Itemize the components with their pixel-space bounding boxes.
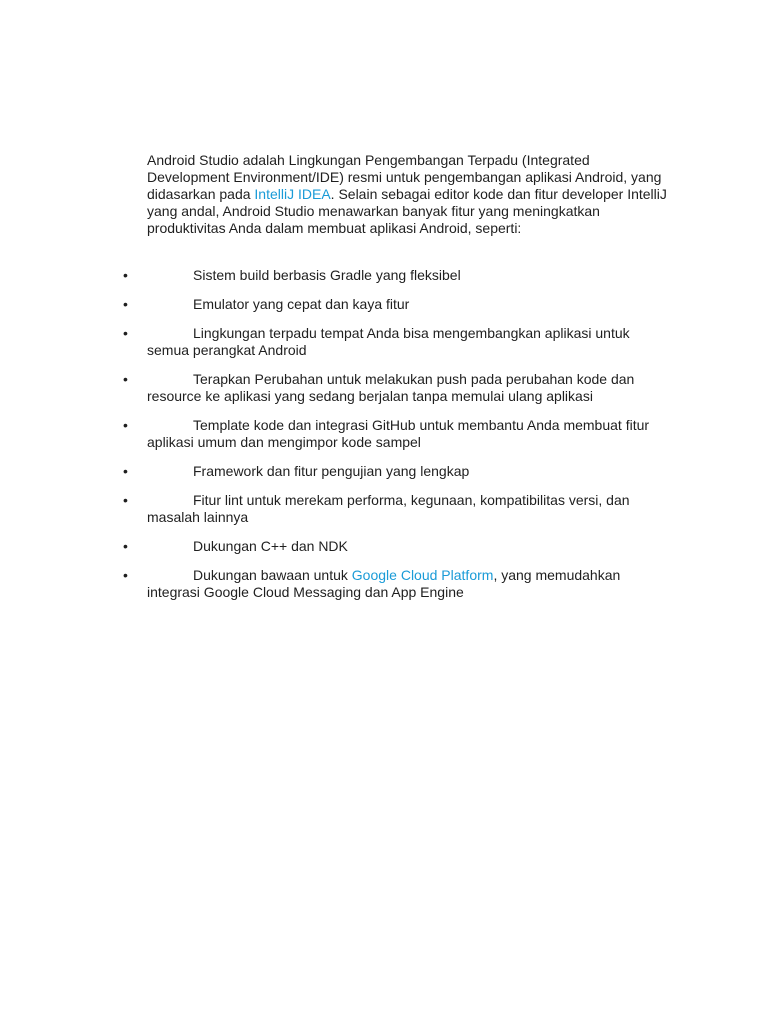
google-cloud-platform-link[interactable]: Google Cloud Platform — [351, 567, 494, 583]
list-item-text: Dukungan C++ dan NDK — [193, 538, 348, 554]
list-item — [0, 492, 662, 526]
list-item-text: Dukungan bawaan untuk — [193, 567, 352, 583]
list-item-text: Terapkan Perubahan untuk melakukan push pada perubahan kode dan resource ke aplikasi yang sedang berjalan tanpa memulai ulang aplikasi — [147, 371, 635, 404]
list-item-text: Template kode dan integrasi GitHub untuk membantu Anda membuat fitur aplikasi umum dan mengimpor kode sampel — [147, 417, 650, 450]
bullet-icon: • — [123, 463, 128, 479]
bullet-icon: • — [123, 371, 128, 387]
intro-text-start: Android Studio adalah Lingkungan Pengembangan Terpadu (Integrated Development Environment/IDE) resmi untuk pengembangan aplikasi Android, yang didasarkan pada — [147, 152, 662, 202]
bullet-icon: • — [123, 296, 128, 312]
list-item — [0, 296, 662, 313]
intro-paragraph — [147, 152, 667, 237]
list-item-text: Fitur lint untuk merekam performa, kegunaan, kompatibilitas versi, dan masalah lainnya — [147, 492, 630, 525]
list-item — [0, 463, 662, 480]
bullet-icon: • — [123, 538, 128, 554]
feature-list — [0, 267, 768, 613]
bullet-icon: • — [123, 492, 128, 508]
list-item-text: Lingkungan terpadu tempat Anda bisa mengembangkan aplikasi untuk semua perangkat Android — [147, 325, 630, 358]
list-item — [0, 538, 662, 555]
list-item — [0, 371, 662, 405]
bullet-icon: • — [123, 325, 128, 341]
bullet-icon: • — [123, 267, 128, 283]
bullet-icon: • — [123, 567, 128, 583]
list-item-text: Emulator yang cepat dan kaya fitur — [193, 296, 410, 312]
list-item-text-after: , yang memudahkan integrasi Google Cloud Messaging dan App Engine — [147, 567, 621, 600]
list-item — [0, 417, 662, 451]
list-item — [0, 567, 662, 601]
intellij-idea-link[interactable]: IntelliJ IDEA — [254, 186, 331, 202]
list-item — [0, 325, 662, 359]
bullet-icon: • — [123, 417, 128, 433]
intro-text-end: . Selain sebagai editor kode dan fitur developer IntelliJ yang andal, Android Studio menawarkan banyak fitur yang meningkatkan produktivitas Anda dalam membuat aplikasi Android, seperti: — [147, 186, 667, 236]
list-item-text: Framework dan fitur pengujian yang lengkap — [193, 463, 470, 479]
list-item-text: Sistem build berbasis Gradle yang fleksibel — [193, 267, 461, 283]
list-item — [0, 267, 662, 284]
